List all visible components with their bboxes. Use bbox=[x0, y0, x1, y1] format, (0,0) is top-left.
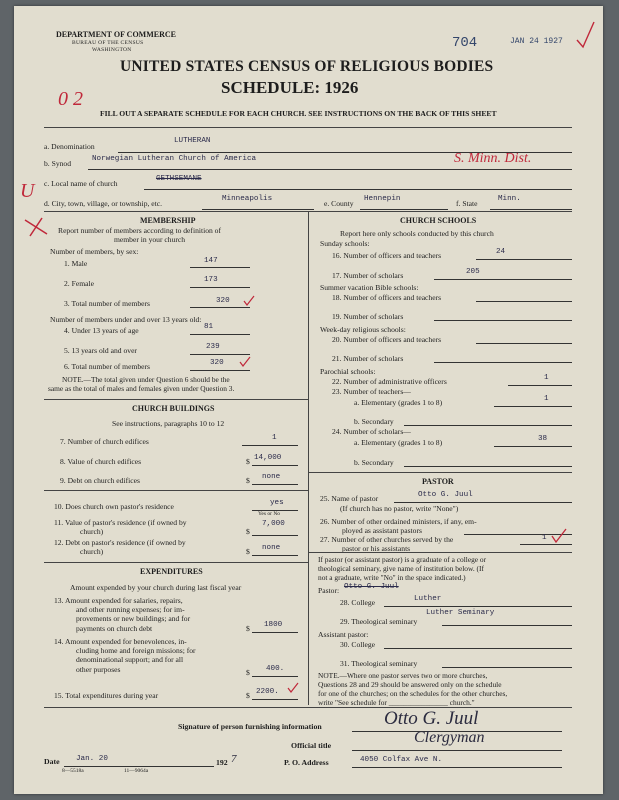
buildings-heading: CHURCH BUILDINGS bbox=[132, 404, 215, 413]
q31-label: 31. Theological seminary bbox=[340, 659, 418, 668]
rule bbox=[252, 484, 298, 485]
county-value: Hennepin bbox=[364, 195, 401, 203]
graduate-instruction: theological seminary, give name of institution below. (If bbox=[318, 564, 484, 573]
q13-value: 1800 bbox=[264, 621, 283, 629]
q17-value: 205 bbox=[466, 268, 480, 276]
date-year-digit: 7 bbox=[231, 753, 237, 765]
state-label: f. State bbox=[456, 199, 478, 208]
q24-label: 24. Number of scholars— bbox=[332, 427, 411, 436]
schools-heading: CHURCH SCHOOLS bbox=[400, 216, 477, 225]
q16-value: 24 bbox=[496, 248, 506, 256]
q26-label: ployed as assistant pastors bbox=[342, 526, 422, 535]
parochial-schools-label: Parochial schools: bbox=[320, 367, 376, 376]
synod-district-note: S. Minn. Dist. bbox=[454, 151, 532, 166]
rule bbox=[64, 766, 214, 767]
assistant-pastor-label: Assistant pastor: bbox=[318, 630, 369, 639]
q1-label: 1. Male bbox=[64, 259, 88, 268]
dollar-sign: $ bbox=[246, 476, 250, 485]
rule bbox=[476, 259, 572, 260]
q4-label: 4. Under 13 years of age bbox=[64, 326, 139, 335]
q5-label: 5. 13 years old and over bbox=[64, 346, 137, 355]
po-address-value: 4050 Colfax Ave N. bbox=[360, 756, 443, 764]
date-value: Jan. 20 bbox=[76, 755, 108, 763]
q23a-value: 1 bbox=[544, 395, 549, 403]
rule bbox=[190, 307, 250, 308]
po-address-label: P. O. Address bbox=[284, 758, 329, 767]
pastor-label: Pastor: bbox=[318, 586, 340, 595]
schedule-title: SCHEDULE: 1926 bbox=[221, 78, 359, 97]
rule bbox=[252, 699, 298, 700]
weekday-schools-label: Week-day religious schools: bbox=[320, 325, 406, 334]
check-mark-icon bbox=[574, 20, 598, 50]
q25-label: 25. Name of pastor bbox=[320, 494, 379, 503]
rule bbox=[252, 555, 298, 556]
q13-label: and other running expenses; for im- bbox=[76, 605, 185, 614]
q13-label: 13. Amount expended for salaries, repairs, bbox=[54, 596, 183, 605]
file-number-stamp: 704 bbox=[452, 35, 478, 51]
rule bbox=[360, 209, 448, 210]
q26-label: 26. Number of other ordained ministers, if any, em- bbox=[320, 517, 477, 526]
q19-label: 19. Number of scholars bbox=[332, 312, 404, 321]
date-label: Date bbox=[44, 757, 60, 766]
dollar-sign: $ bbox=[246, 457, 250, 466]
q13-label: provements or new buildings; and for bbox=[76, 614, 191, 623]
q11-label: 11. Value of pastor's residence (if owned by bbox=[54, 518, 187, 527]
q4-value: 81 bbox=[204, 323, 214, 331]
q7-label: 7. Number of church edifices bbox=[60, 437, 149, 446]
city-value: Minneapolis bbox=[222, 195, 273, 203]
sunday-schools-label: Sunday schools: bbox=[320, 239, 370, 248]
bureau-city: WASHINGTON bbox=[92, 47, 132, 53]
official-title-label: Official title bbox=[291, 741, 332, 750]
q3-value: 320 bbox=[216, 297, 230, 305]
pastor-note: NOTE.—Where one pastor serves two or more churches, bbox=[318, 671, 488, 680]
buildings-sub: See instructions, paragraphs 10 to 12 bbox=[112, 419, 225, 428]
red-cross-icon bbox=[22, 216, 50, 238]
rule bbox=[44, 490, 308, 491]
rule bbox=[384, 606, 572, 607]
rule bbox=[202, 209, 314, 210]
red-code-annotation: 0 2 bbox=[58, 88, 83, 110]
church-name-value: GETHSEMANE bbox=[156, 175, 202, 183]
q15-value: 2200. bbox=[256, 688, 279, 696]
dollar-sign: $ bbox=[246, 668, 250, 677]
dollar-sign: $ bbox=[246, 527, 250, 536]
q23-label: 23. Number of teachers— bbox=[332, 387, 411, 396]
rule bbox=[44, 399, 308, 400]
dollar-sign: $ bbox=[246, 691, 250, 700]
q13-label: payments on church debt bbox=[76, 624, 153, 633]
under-over-label: Number of members under and over 13 years old: bbox=[50, 315, 202, 324]
q20-label: 20. Number of officers and teachers bbox=[332, 335, 442, 344]
q8-value: 14,000 bbox=[254, 454, 282, 462]
rule bbox=[252, 676, 298, 677]
rule bbox=[44, 707, 572, 708]
state-value: Minn. bbox=[498, 195, 521, 203]
q22-label: 22. Number of administrative officers bbox=[332, 377, 447, 386]
q22-value: 1 bbox=[544, 374, 549, 382]
q12-label: 12. Debt on pastor's residence (if owned by bbox=[54, 538, 186, 547]
rule bbox=[476, 301, 572, 302]
q12-label: church) bbox=[80, 547, 104, 556]
q14-label: 14. Amount expended for benevolences, in- bbox=[54, 637, 187, 646]
rule bbox=[442, 667, 572, 668]
q9-value: none bbox=[262, 473, 281, 481]
q25-note: (If church has no pastor, write "None") bbox=[340, 504, 459, 513]
denomination-label: a. Denomination bbox=[44, 142, 95, 151]
q15-label: 15. Total expenditures during year bbox=[54, 691, 159, 700]
rule bbox=[242, 445, 298, 446]
rule bbox=[308, 472, 572, 473]
dollar-sign: $ bbox=[246, 547, 250, 556]
summer-schools-label: Summer vacation Bible schools: bbox=[320, 283, 419, 292]
rule bbox=[494, 446, 572, 447]
pastor-note: for one of the churches; on the schedules for the other churches, bbox=[318, 689, 508, 698]
pastor-heading: PASTOR bbox=[422, 477, 454, 486]
q24b-label: b. Secondary bbox=[354, 458, 394, 467]
check-mark-icon bbox=[286, 682, 300, 694]
q27-label: pastor or his assistants bbox=[342, 544, 411, 553]
q29-label: 29. Theological seminary bbox=[340, 617, 418, 626]
rule bbox=[476, 343, 572, 344]
check-mark-icon bbox=[238, 356, 252, 368]
dollar-sign: $ bbox=[246, 624, 250, 633]
rule bbox=[252, 535, 298, 536]
rule bbox=[434, 279, 572, 280]
q30-label: 30. College bbox=[340, 640, 376, 649]
fill-instruction: FILL OUT A SEPARATE SCHEDULE FOR EACH CHURCH. SEE INSTRUCTIONS ON THE BACK OF THIS SHEET bbox=[100, 109, 497, 118]
q6-label: 6. Total number of members bbox=[64, 362, 151, 371]
form-title: UNITED STATES CENSUS OF RELIGIOUS BODIES bbox=[120, 58, 494, 75]
rule bbox=[490, 209, 572, 210]
city-label: d. City, town, village, or township, etc. bbox=[44, 199, 163, 208]
received-date-stamp: JAN 24 1927 bbox=[510, 37, 563, 46]
q9-label: 9. Debt on church edifices bbox=[60, 476, 140, 485]
rule bbox=[44, 562, 308, 563]
denomination-value: LUTHERAN bbox=[174, 137, 211, 145]
q12-value: none bbox=[262, 544, 281, 552]
bureau-name: BUREAU OF THE CENSUS bbox=[72, 40, 144, 46]
rule bbox=[494, 406, 572, 407]
q2-label: 2. Female bbox=[64, 279, 94, 288]
yes-no-hint: Yes or No bbox=[258, 511, 281, 517]
q18-label: 18. Number of officers and teachers bbox=[332, 293, 442, 302]
pastor-name-value: Otto G. Juul bbox=[344, 583, 399, 591]
q23b-label: b. Secondary bbox=[354, 417, 394, 426]
q17-label: 17. Number of scholars bbox=[332, 271, 404, 280]
q14-value: 400. bbox=[266, 665, 285, 673]
check-mark-icon bbox=[242, 295, 256, 307]
q27-label: 27. Number of other churches served by the bbox=[320, 535, 454, 544]
rule bbox=[520, 544, 572, 545]
q3-label: 3. Total number of members bbox=[64, 299, 151, 308]
rule bbox=[434, 320, 572, 321]
official-title-value: Clergyman bbox=[414, 729, 485, 746]
print-number: 11—9064a bbox=[124, 768, 149, 774]
schools-sub: Report here only schools conducted by this church bbox=[340, 229, 494, 238]
q10-value: yes bbox=[270, 499, 284, 507]
graduate-instruction: If pastor (or assistant pastor) is a graduate of a college or bbox=[318, 555, 487, 564]
red-u-annotation: U bbox=[20, 180, 35, 202]
rule bbox=[252, 632, 298, 633]
synod-label: b. Synod bbox=[44, 159, 72, 168]
graduate-instruction: not a graduate, write "No" in the space indicated.) bbox=[318, 573, 466, 582]
members-by-sex-label: Number of members, by sex: bbox=[50, 247, 139, 256]
membership-note: same as the total of males and females given under Question 3. bbox=[48, 384, 235, 393]
expenditures-heading: EXPENDITURES bbox=[140, 567, 203, 576]
q6-value: 320 bbox=[210, 359, 224, 367]
rule bbox=[404, 466, 572, 467]
synod-value: Norwegian Lutheran Church of America bbox=[92, 155, 257, 163]
rule bbox=[308, 552, 572, 553]
rule bbox=[88, 169, 572, 170]
rule bbox=[190, 287, 250, 288]
signature-label: Signature of person furnishing information bbox=[178, 722, 322, 731]
q24a-label: a. Elementary (grades 1 to 8) bbox=[354, 438, 443, 447]
q14-label: cluding home and foreign missions; for bbox=[76, 646, 196, 655]
q29-value: Luther Seminary bbox=[426, 609, 495, 617]
department-name: DEPARTMENT OF COMMERCE bbox=[56, 30, 177, 39]
q28-value: Luther bbox=[414, 595, 442, 603]
church-name-label: c. Local name of church bbox=[44, 179, 118, 188]
q1-value: 147 bbox=[204, 257, 218, 265]
rule bbox=[144, 189, 572, 190]
rule bbox=[434, 362, 572, 363]
q23a-label: a. Elementary (grades 1 to 8) bbox=[354, 398, 443, 407]
rule bbox=[394, 502, 572, 503]
membership-heading: MEMBERSHIP bbox=[140, 216, 196, 225]
check-mark-icon bbox=[550, 528, 568, 544]
q11-value: 7,000 bbox=[262, 520, 285, 528]
rule bbox=[404, 425, 572, 426]
q2-value: 173 bbox=[204, 276, 218, 284]
expenditures-sub: Amount expended by your church during last fiscal year bbox=[70, 583, 242, 592]
rule bbox=[508, 385, 572, 386]
county-label: e. County bbox=[324, 199, 354, 208]
q16-label: 16. Number of officers and teachers bbox=[332, 251, 442, 260]
pastor-note: Questions 28 and 29 should be answered only on the schedule bbox=[318, 680, 502, 689]
form-number: 8—5518a bbox=[62, 768, 84, 774]
q14-label: other purposes bbox=[76, 665, 121, 674]
rule bbox=[190, 370, 250, 371]
q7-value: 1 bbox=[272, 434, 277, 442]
q14-label: denominational support; and for all bbox=[76, 655, 184, 664]
q24a-value: 38 bbox=[538, 435, 548, 443]
q5-value: 239 bbox=[206, 343, 220, 351]
rule bbox=[352, 767, 562, 768]
q10-label: 10. Does church own pastor's residence bbox=[54, 502, 174, 511]
rule bbox=[352, 750, 562, 751]
rule bbox=[190, 354, 250, 355]
rule bbox=[442, 625, 572, 626]
date-year: 192 bbox=[216, 758, 228, 767]
rule bbox=[252, 465, 298, 466]
pastor-note: write "See schedule for ________________ church." bbox=[318, 698, 475, 707]
membership-sub: Report number of members according to definition of bbox=[58, 226, 222, 235]
q11-label: church) bbox=[80, 527, 104, 536]
census-schedule-page bbox=[14, 6, 603, 794]
membership-sub: member in your church bbox=[114, 235, 186, 244]
signature-value: Otto G. Juul bbox=[384, 708, 479, 729]
q8-label: 8. Value of church edifices bbox=[60, 457, 142, 466]
q25-value: Otto G. Juul bbox=[418, 491, 473, 499]
membership-note: NOTE.—The total given under Question 6 should be the bbox=[62, 375, 230, 384]
rule bbox=[190, 334, 250, 335]
q27-value: 1 bbox=[542, 534, 547, 542]
q28-label: 28. College bbox=[340, 598, 376, 607]
rule bbox=[190, 267, 250, 268]
q21-label: 21. Number of scholars bbox=[332, 354, 404, 363]
column-divider bbox=[308, 211, 309, 705]
rule bbox=[384, 648, 572, 649]
rule bbox=[44, 127, 572, 128]
